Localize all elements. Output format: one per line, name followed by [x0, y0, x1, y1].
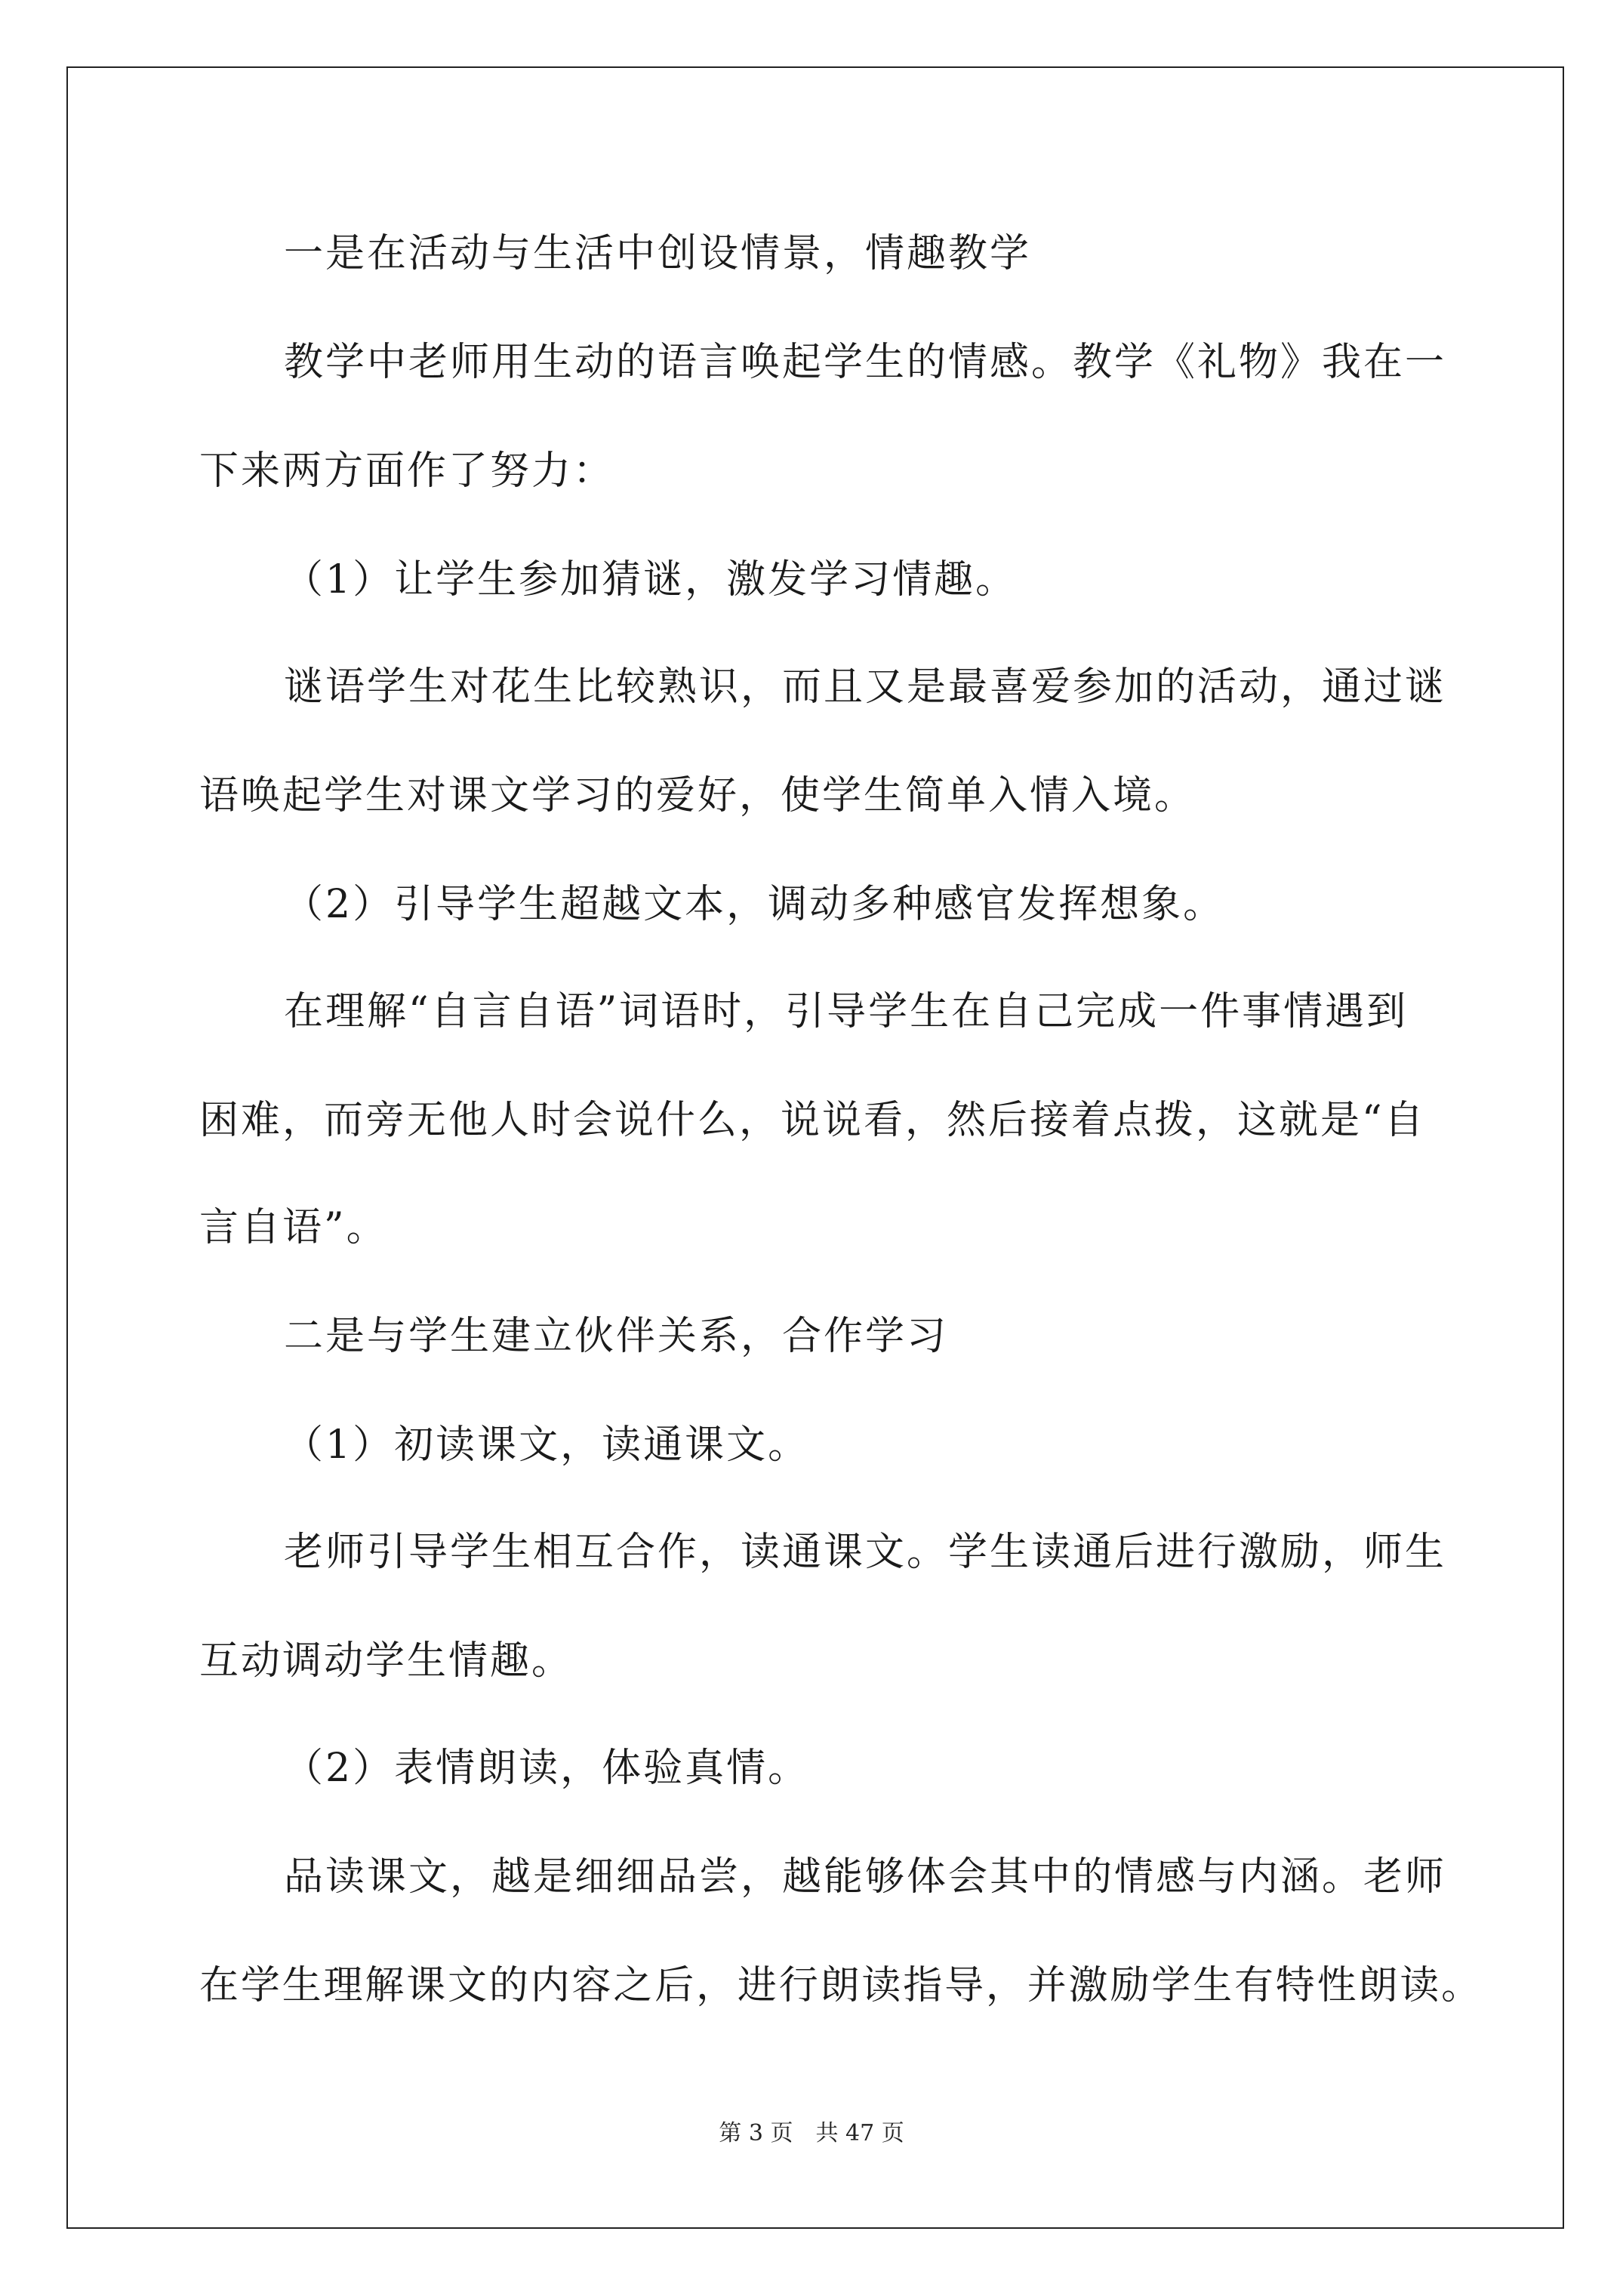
paragraph-line: 品读课文，越是细细品尝，越能够体会其中的情感与内涵。老师 — [284, 1854, 1447, 1900]
paragraph-line: 谜语学生对花生比较熟识，而且又是最喜爱参加的活动，通过谜 — [284, 664, 1447, 710]
paragraph-item-1: （1）让学生参加猜谜，激发学习情趣。 — [284, 557, 1018, 603]
paragraph-section-1-heading: 一是在活动与生活中创设情景，情趣教学 — [284, 231, 1032, 276]
paragraph-item-1: （1）初读课文，读通课文。 — [284, 1422, 810, 1468]
page-frame — [66, 66, 1564, 2229]
paragraph-line: 在学生理解课文的内容之后，进行朗读指导，并激励学生有特性朗读。 — [199, 1963, 1483, 2008]
paragraph-line: 语唤起学生对课文学习的爱好，使学生简单入情入境。 — [199, 773, 1196, 818]
paragraph-line: 言自语”。 — [199, 1205, 388, 1250]
paragraph-line: 下来两方面作了努力： — [199, 448, 615, 494]
paragraph-section-2-heading: 二是与学生建立伙伴关系，合作学习 — [284, 1314, 949, 1359]
paragraph-item-2: （2）引导学生超越文本，调动多种感官发挥想象。 — [284, 882, 1225, 927]
paragraph-item-2: （2）表情朗读，体验真情。 — [284, 1746, 810, 1791]
paragraph-line: 在理解“自言自语”词语时，引导学生在自己完成一件事情遇到 — [284, 989, 1409, 1034]
paragraph-line: 困难，而旁无他人时会说什么，说说看，然后接着点拨，这就是“自 — [199, 1098, 1426, 1143]
paragraph-line: 教学中老师用生动的语言唤起学生的情感。教学《礼物》我在一 — [284, 340, 1447, 385]
paragraph-line: 老师引导学生相互合作，读通课文。学生读通后进行激励，师生 — [284, 1530, 1447, 1575]
paragraph-line: 互动调动学生情趣。 — [199, 1638, 574, 1684]
page-number: 第 3 页 共 47 页 — [719, 2120, 904, 2147]
